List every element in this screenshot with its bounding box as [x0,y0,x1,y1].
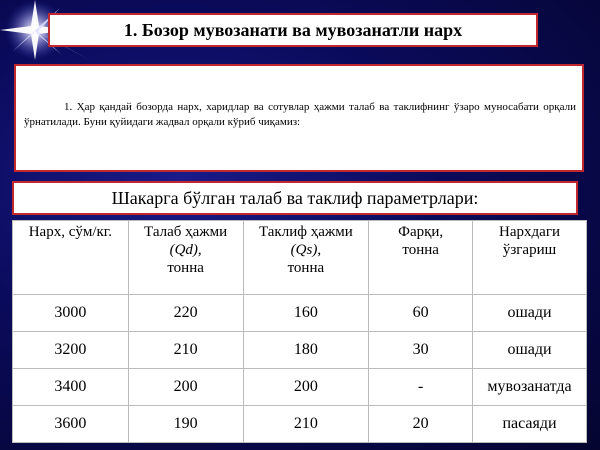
cell-supply: 210 [243,406,369,443]
header-supply: Таклиф ҳажми (Qs), тонна [243,221,369,295]
supply-demand-table [12,220,587,443]
cell-difference: 20 [369,406,473,443]
cell-supply: 200 [243,369,369,406]
cell-difference: - [369,369,473,406]
cell-supply: 180 [243,332,369,369]
cell-price-change: ошади [473,295,587,332]
table-row [13,369,587,406]
table-row [13,406,587,443]
cell-price-change: ошади [473,332,587,369]
cell-demand: 200 [128,369,243,406]
table-header-row [13,221,587,295]
header-demand: Талаб ҳажми (Qd), тонна [128,221,243,295]
header-price: Нарх, сўм/кг. [13,221,129,295]
cell-difference: 60 [369,295,473,332]
cell-demand: 210 [128,332,243,369]
cell-difference: 30 [369,332,473,369]
cell-demand: 220 [128,295,243,332]
table-row [13,332,587,369]
cell-price: 3400 [13,369,129,406]
cell-supply: 160 [243,295,369,332]
table-subtitle: Шакарга бўлган талаб ва таклиф параметрлари: [12,181,578,215]
cell-price: 3200 [13,332,129,369]
intro-paragraph: 1. Ҳар қандай бозорда нарх, харидлар ва сотувлар ҳажми талаб ва таклифнинг ўзаро муносабати орқали ўрнатилади. Буни қуйидаги жадвал орқали кўриб чиқамиз: [14,64,584,172]
cell-price-change: пасаяди [473,406,587,443]
header-difference: Фарқи, тонна [369,221,473,295]
cell-price: 3000 [13,295,129,332]
cell-price-change: мувозанатда [473,369,587,406]
cell-price: 3600 [13,406,129,443]
page-title: 1. Бозор мувозанати ва мувозанатли нарх [48,13,538,47]
cell-demand: 190 [128,406,243,443]
header-price-change: Нархдаги ўзгариш [473,221,587,295]
table-row [13,295,587,332]
